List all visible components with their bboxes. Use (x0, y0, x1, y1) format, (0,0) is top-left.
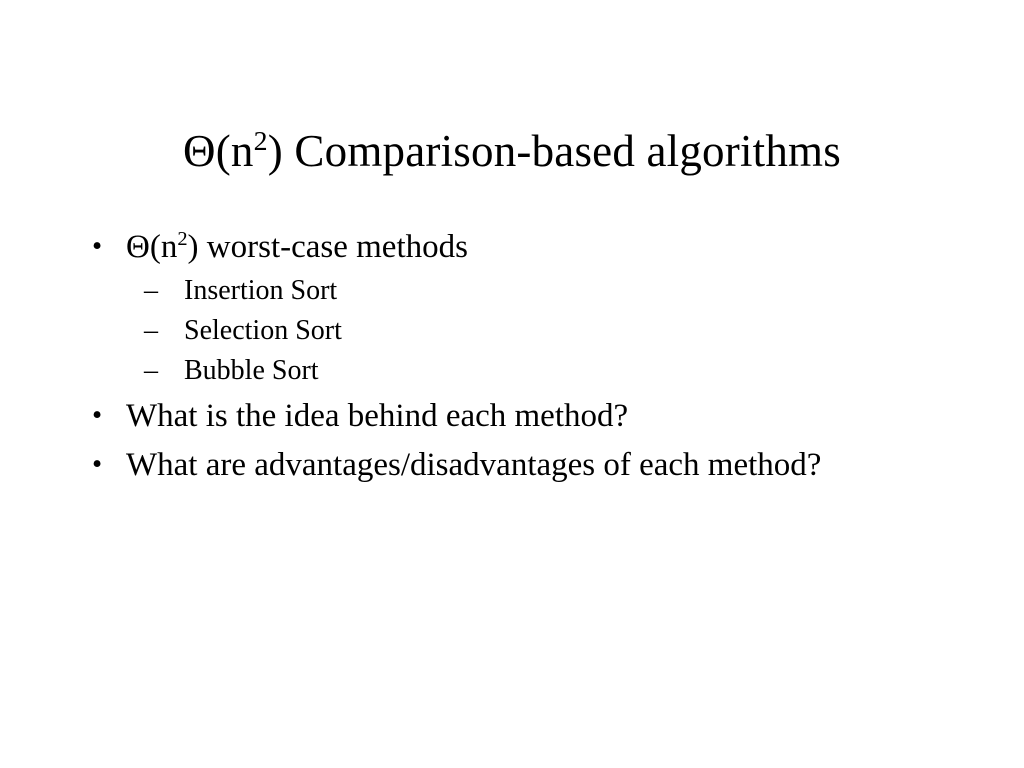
list-item-exponent: 2 (177, 228, 188, 250)
bullet-list-level2 (126, 274, 964, 388)
bullet-icon: • (92, 447, 103, 480)
list-item (84, 397, 964, 437)
bullet-icon: • (92, 399, 103, 432)
page-title-suffix: ) Comparison-based algorithms (267, 126, 841, 177)
list-item-label-prefix: Θ(n (126, 229, 178, 265)
dash-bullet-icon: – (144, 314, 158, 346)
page-title-exponent: 2 (253, 126, 268, 158)
list-item-label: Insertion Sort (184, 274, 338, 306)
bullet-icon: • (92, 230, 103, 262)
page-title-prefix: Θ(n (183, 126, 254, 177)
list-item-label: What are advantages/disadvantages of each method? (126, 446, 822, 483)
dash-bullet-icon: – (144, 354, 158, 386)
list-item-label: Bubble Sort (184, 354, 319, 386)
list-item-label: What is the idea behind each method? (126, 398, 629, 435)
list-item-label: Selection Sort (184, 314, 342, 346)
bullet-list-level1 (84, 228, 964, 485)
list-item (126, 354, 964, 388)
dash-bullet-icon: – (144, 274, 158, 306)
list-item (126, 274, 964, 308)
list-item (84, 446, 964, 486)
list-item (126, 314, 964, 348)
slide-body (84, 228, 964, 494)
list-item-label-suffix: ) worst-case methods (187, 229, 468, 265)
page-title (60, 126, 964, 176)
list-item (84, 228, 964, 388)
